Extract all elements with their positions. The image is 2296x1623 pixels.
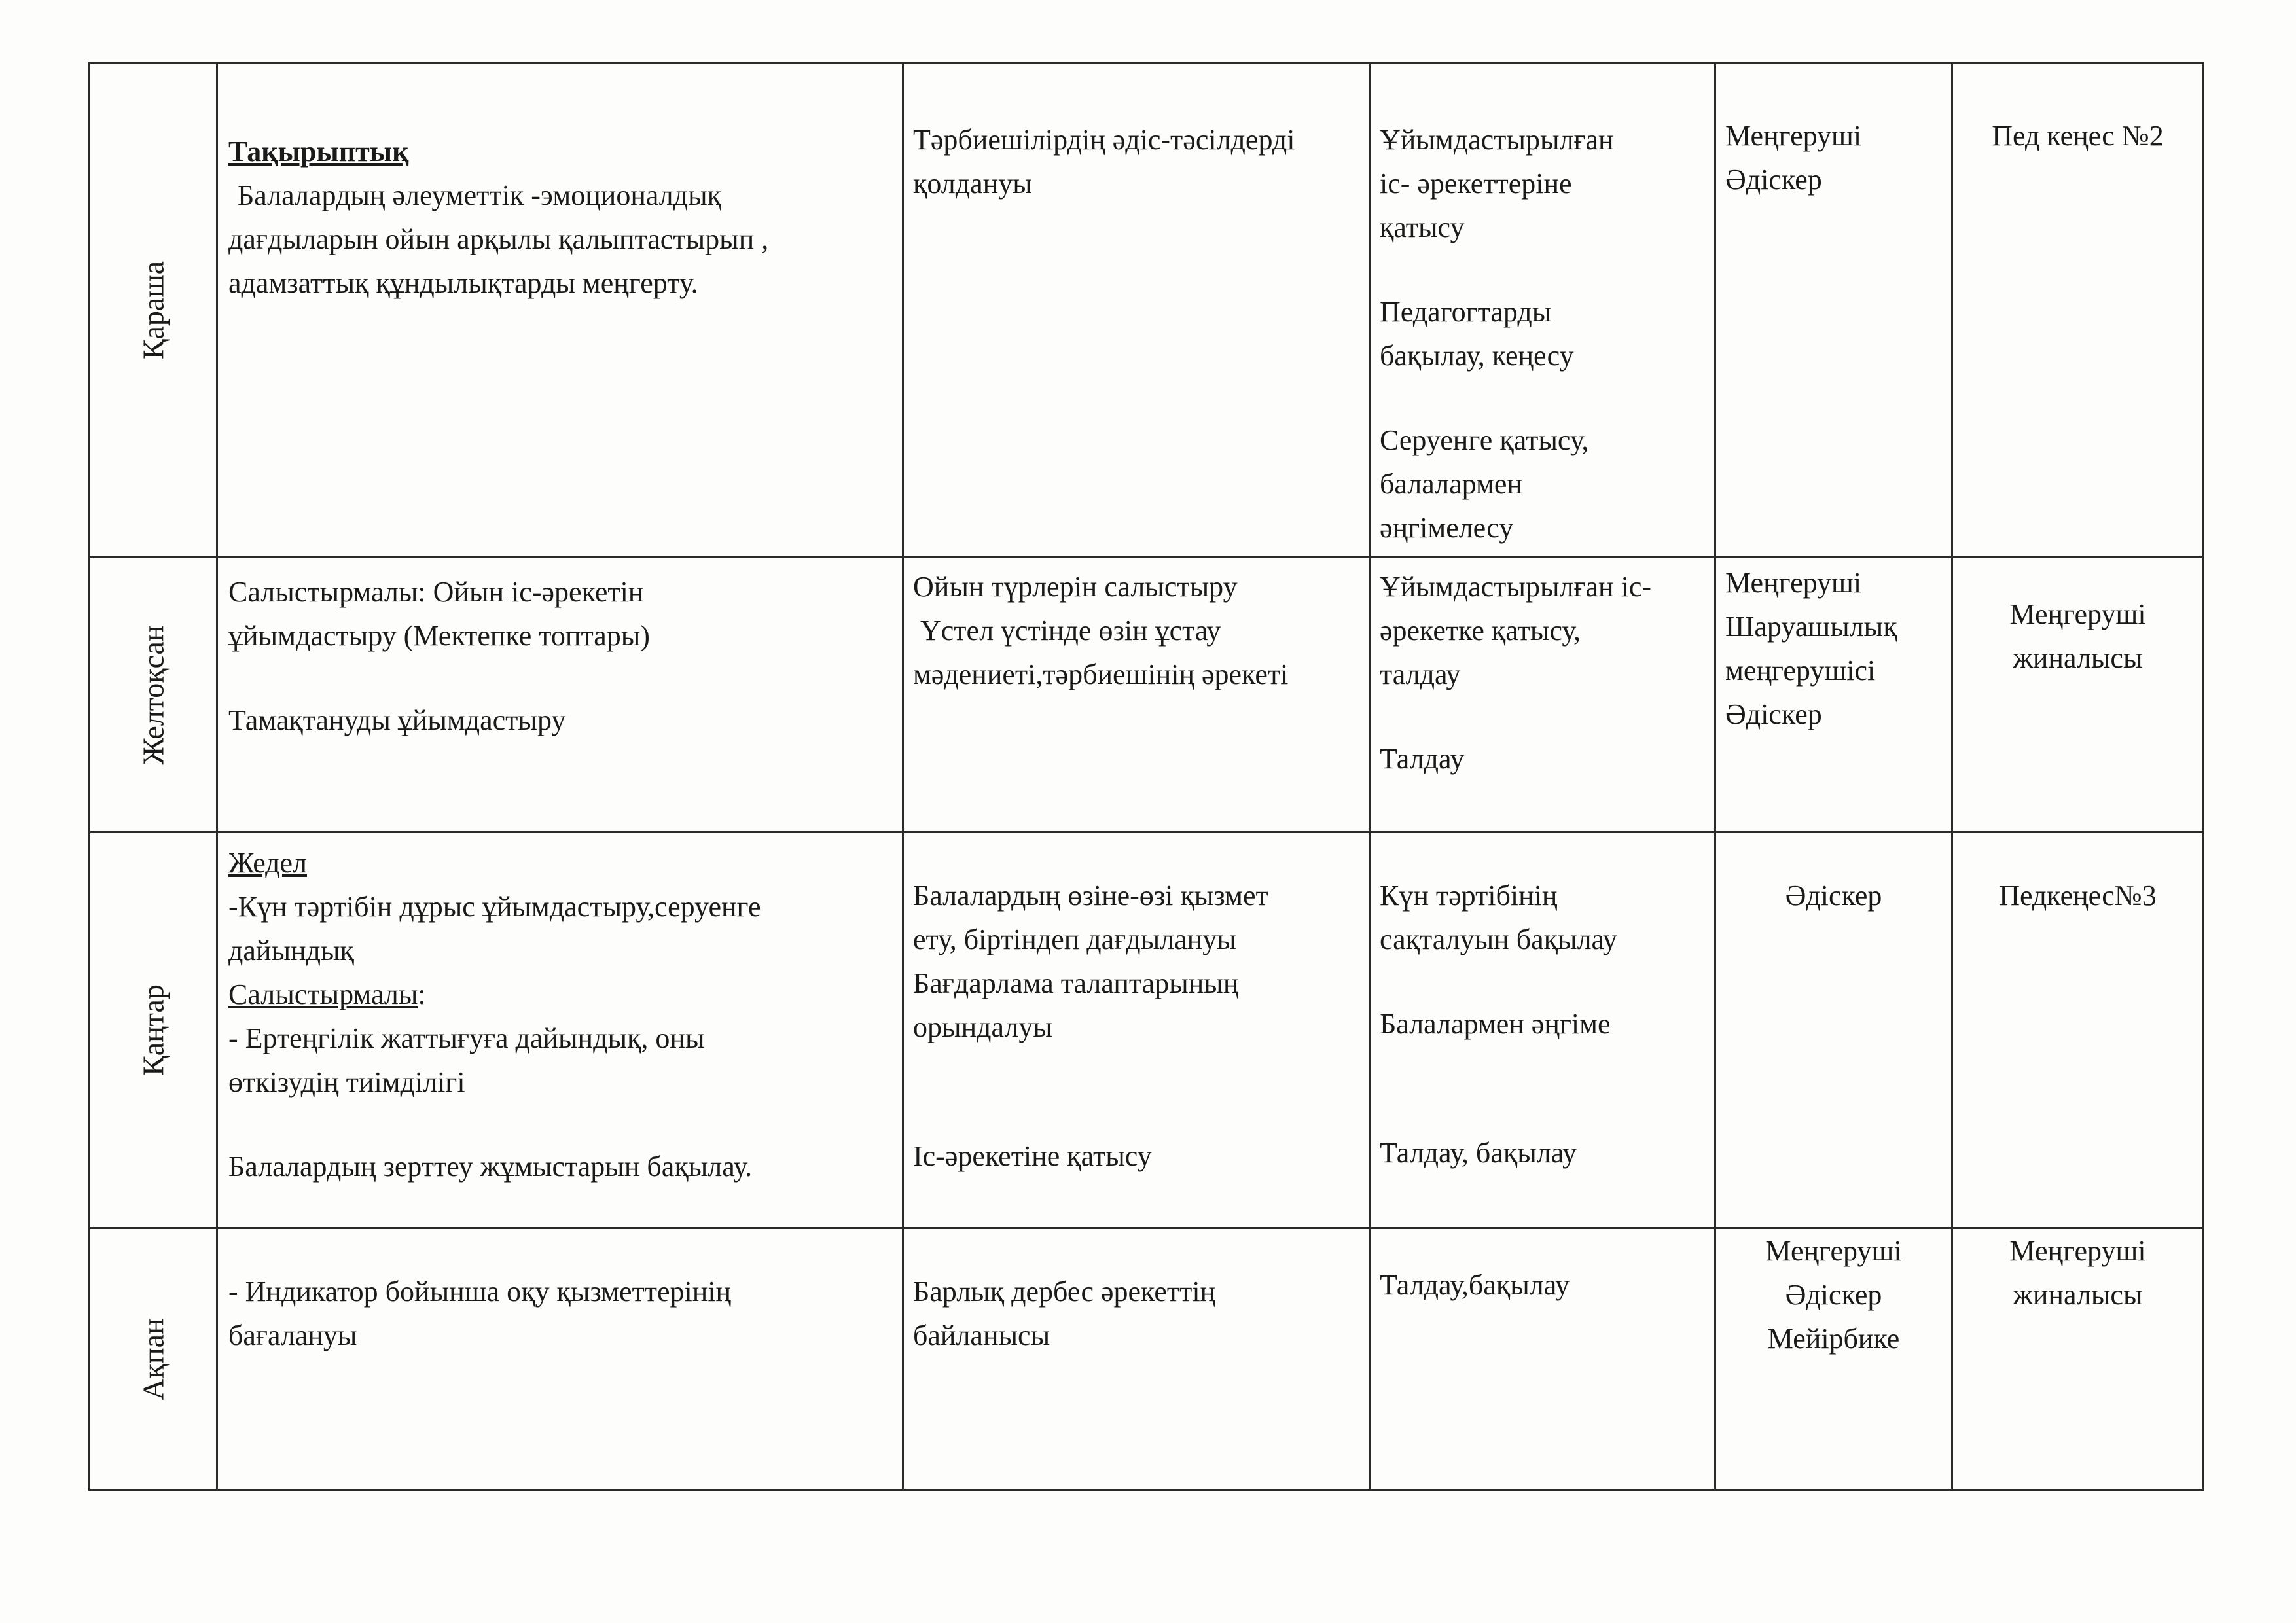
responsible-cell [1715,558,1952,832]
responsible-cell [1715,832,1952,1228]
form-line: Талдау [1380,743,1465,775]
topic-line: бағалануы [228,1319,357,1351]
form-line: Талдау, бақылау [1380,1137,1577,1169]
method-line: қолдануы [913,168,1032,200]
month-label: Желтоқсан [136,624,170,765]
form-line: бақылау, кеңесу [1380,340,1574,372]
method-line: Іс-әрекетіне қатысу [913,1140,1152,1172]
form-line: Серуенге қатысу, [1380,424,1589,456]
responsible-line: Шаруашылық [1725,611,1897,643]
topic-line: -Күн тәртібін дұрыс ұйымдастыру,серуенге [228,891,761,923]
month-label: Қараша [136,260,170,360]
outcome-line: жиналысы [2013,1279,2143,1311]
form-line: балалармен [1380,468,1522,500]
responsible-line: Мейірбике [1767,1323,1900,1355]
outcome-text: Пед кеңес №2 [1992,120,2164,152]
table-row [90,558,2204,832]
form-line: сақталуын бақылау [1380,923,1617,955]
method-cell [903,1228,1370,1490]
responsible-line: Меңгеруші [1725,567,1862,599]
form-cell [1370,558,1715,832]
form-line: іс- әрекеттеріне [1380,168,1572,200]
month-label: Қаңтар [136,984,170,1076]
method-line: Тәрбиешілірдің әдіс-тәсілдерді [913,124,1295,156]
topic-line: дағдыларын ойын арқылы қалыптастырып , [228,223,769,255]
topic-cell [217,832,903,1228]
method-line: ету, біртіндеп дағдылануы [913,923,1236,955]
form-cell [1370,832,1715,1228]
form-line: қатысу [1380,211,1465,243]
outcome-cell [1952,1228,2204,1490]
topic-line: адамзаттық құндылықтарды меңгерту. [228,267,698,299]
responsible-line: меңгерушісі [1725,654,1876,687]
topic-heading: Салыстырмалы [228,978,418,1010]
month-cell [90,63,217,558]
topic-line: дайындық [228,935,354,967]
method-line: мәдениеті,тәрбиешінің әрекеті [913,658,1289,690]
method-line: Бағдарлама талаптарының [913,967,1239,999]
topic-cell [217,63,903,558]
form-line: Балалармен әңгіме [1380,1008,1611,1040]
outcome-line: Меңгеруші [2009,1235,2146,1267]
form-line: Ұйымдастырылған [1380,124,1614,156]
topic-line: Тамақтануды ұйымдастыру [228,704,566,736]
topic-line: - Индикатор бойынша оқу қызметтерінің [228,1275,732,1308]
topic-line: ұйымдастыру (Мектепке топтары) [228,620,650,652]
month-cell [90,558,217,832]
topic-line: Балалардың зерттеу жұмыстарын бақылау. [228,1150,753,1183]
topic-line: Салыстырмалы: Ойын іс-әрекетін [228,576,644,608]
outcome-text: Педкеңес№3 [1999,880,2157,912]
topic-heading: Тақырыптық [228,135,409,168]
form-line: Күн тәртібінің [1380,880,1558,912]
responsible-line: Әдіскер [1725,698,1822,730]
method-line: Үстел үстінде өзін ұстау [913,615,1221,647]
form-line: Педагогтарды [1380,296,1552,328]
outcome-cell [1952,63,2204,558]
form-line: әңгімелесу [1380,512,1514,544]
method-line: Ойын түрлерін салыстыру [913,571,1238,603]
table-row [90,1228,2204,1490]
form-line: Ұйымдастырылған іс- [1380,571,1652,603]
form-cell [1370,63,1715,558]
topic-cell [217,1228,903,1490]
form-cell [1370,1228,1715,1490]
method-cell [903,63,1370,558]
method-line: Барлық дербес әрекеттің [913,1275,1216,1308]
method-line: байланысы [913,1319,1050,1351]
topic-line: өткізудің тиімділігі [228,1066,465,1098]
responsible-line: Әдіскер [1725,164,1822,196]
table-row [90,832,2204,1228]
outcome-cell [1952,832,2204,1228]
method-line: Балалардың өзіне-өзі қызмет [913,880,1268,912]
outcome-line: Меңгеруші [2009,598,2146,630]
work-plan-table [88,62,2204,1491]
form-line: талдау [1380,658,1461,690]
table-row [90,63,2204,558]
topic-line: - Ертеңгілік жаттығуға дайындық, оны [228,1022,705,1054]
responsible-line: Меңгеруші [1725,120,1862,152]
topic-heading-suffix: : [418,978,426,1010]
method-line: орындалуы [913,1011,1052,1043]
method-cell [903,832,1370,1228]
outcome-cell [1952,558,2204,832]
responsible-line: Әдіскер [1785,880,1882,912]
month-cell [90,832,217,1228]
method-cell [903,558,1370,832]
month-cell [90,1228,217,1490]
responsible-line: Меңгеруші [1765,1235,1902,1267]
responsible-cell [1715,1228,1952,1490]
form-line: әрекетке қатысу, [1380,615,1581,647]
topic-line: Балалардың әлеуметтік -эмоционалдық [238,179,722,211]
topic-cell [217,558,903,832]
topic-heading: Жедел [228,847,308,879]
responsible-line: Әдіскер [1785,1279,1882,1311]
form-line: Талдау,бақылау [1380,1269,1570,1301]
outcome-line: жиналысы [2013,642,2143,674]
month-label: Ақпан [136,1317,170,1400]
responsible-cell [1715,63,1952,558]
